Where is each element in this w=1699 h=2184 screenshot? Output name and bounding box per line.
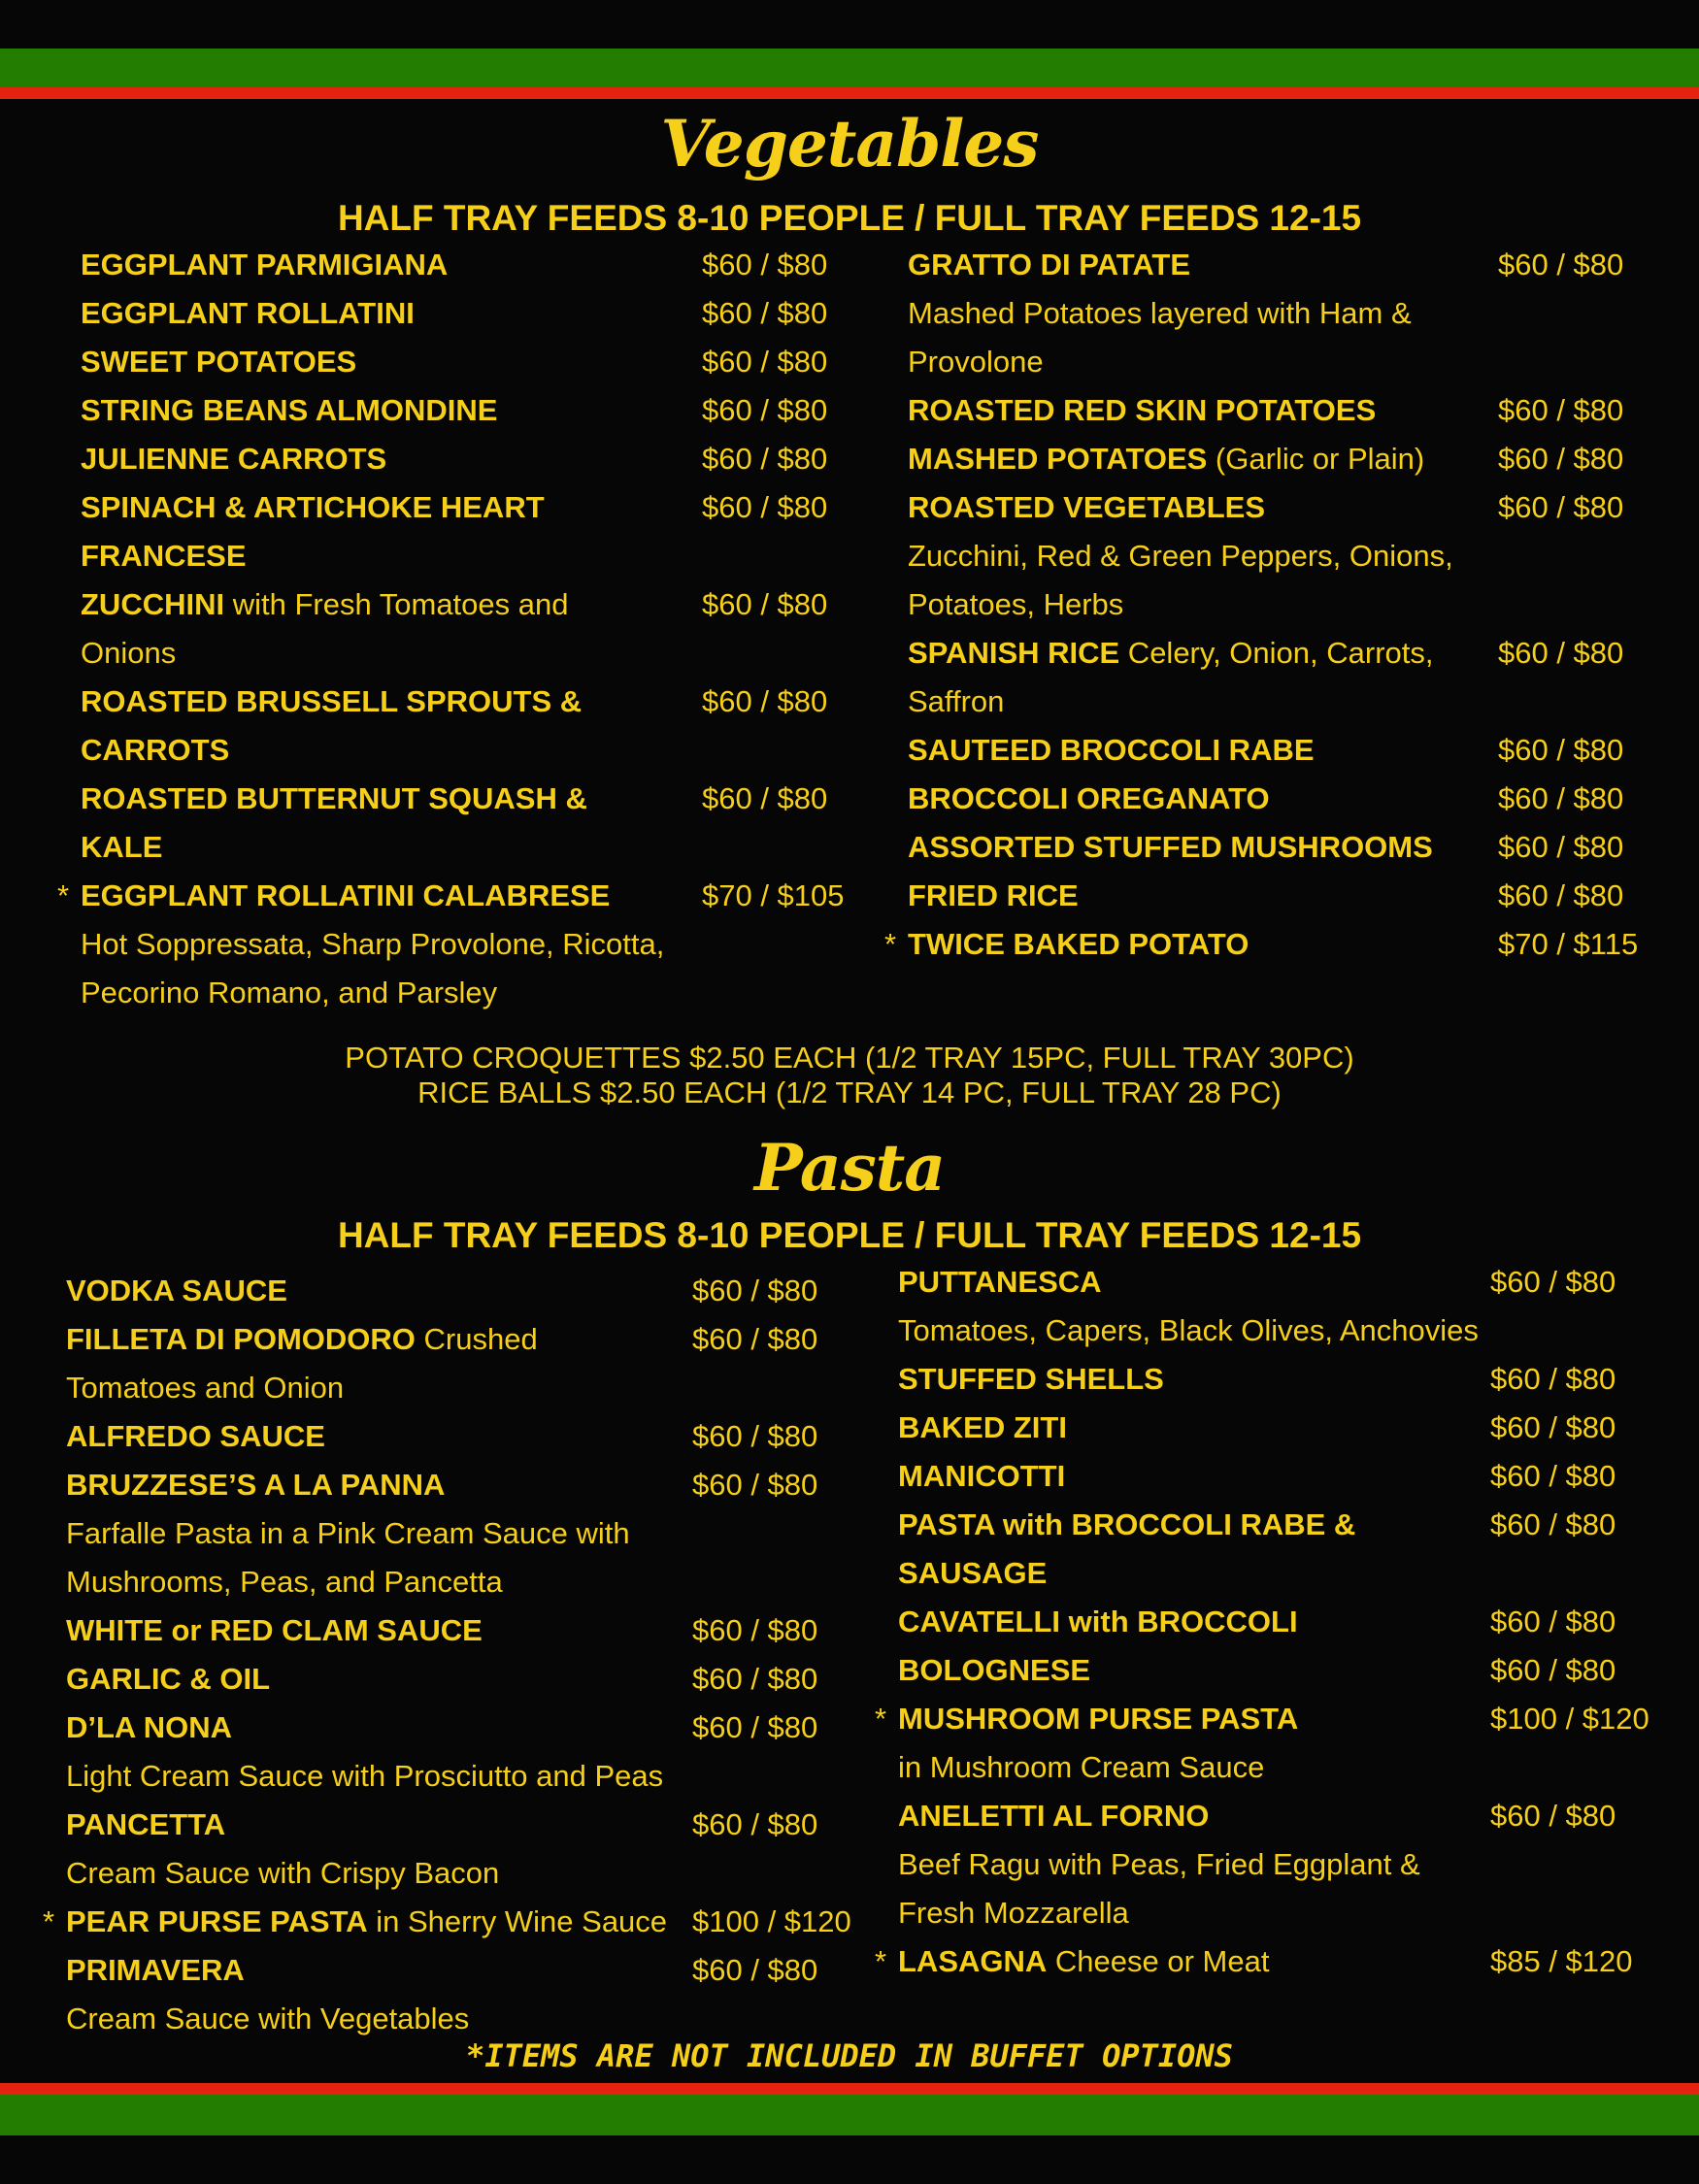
menu-item-name: CAVATELLI with BROCCOLI bbox=[898, 1605, 1298, 1638]
menu-item-text bbox=[898, 1743, 1264, 1792]
menu-item-description: Fresh Mozzarella bbox=[898, 1896, 1129, 1930]
menu-item-text bbox=[81, 338, 356, 386]
menu-item-name: ROASTED VEGETABLES bbox=[908, 490, 1266, 524]
menu-item-name: STUFFED SHELLS bbox=[898, 1362, 1164, 1396]
menu-item-text bbox=[81, 969, 497, 1017]
menu-item-text bbox=[66, 1655, 270, 1704]
menu-item-text bbox=[66, 1364, 344, 1412]
vegetables-left-column bbox=[57, 241, 857, 1017]
menu-item-name: BRUZZESE’S A LA PANNA bbox=[66, 1468, 446, 1502]
menu-item-text bbox=[66, 1849, 499, 1898]
menu-item-row bbox=[81, 386, 857, 435]
menu-item-row bbox=[898, 1452, 1675, 1501]
menu-item-name: MANICOTTI bbox=[898, 1459, 1066, 1493]
vegetables-right-column bbox=[884, 241, 1665, 969]
menu-item-text bbox=[898, 1501, 1355, 1549]
menu-item-price: $60 / $80 bbox=[692, 1807, 818, 1841]
menu-item-text bbox=[898, 1598, 1298, 1646]
menu-item-text bbox=[898, 1258, 1102, 1307]
menu-item-row bbox=[81, 678, 857, 726]
menu-item-description: Celery, Onion, Carrots, bbox=[1119, 636, 1434, 670]
menu-item-name: KALE bbox=[81, 830, 163, 864]
menu-item-row bbox=[81, 726, 857, 775]
menu-item-text bbox=[898, 1937, 1269, 1986]
menu-item-row bbox=[81, 338, 857, 386]
menu-item-row bbox=[908, 483, 1665, 532]
menu-item-text bbox=[66, 1995, 469, 2043]
menu-item-text bbox=[81, 726, 229, 775]
menu-item-name: TWICE BAKED POTATO bbox=[908, 927, 1249, 961]
menu-item-description: Tomatoes, Capers, Black Olives, Anchovies bbox=[898, 1313, 1479, 1347]
menu-item-text bbox=[908, 580, 1123, 629]
menu-item-description: Tomatoes and Onion bbox=[66, 1371, 345, 1405]
menu-item-name: ASSORTED STUFFED MUSHROOMS bbox=[908, 830, 1433, 864]
menu-item-price: $60 / $80 bbox=[702, 781, 828, 815]
menu-item-name: ZUCCHINI bbox=[81, 587, 225, 621]
menu-item-price: $60 / $80 bbox=[692, 1468, 818, 1502]
menu-item-text bbox=[898, 1840, 1420, 1889]
menu-item-text bbox=[66, 1946, 245, 1995]
menu-item-price: $60 / $80 bbox=[692, 1613, 818, 1647]
menu-item-text bbox=[908, 483, 1265, 532]
menu-item-row bbox=[898, 1598, 1675, 1646]
menu-item-text bbox=[908, 823, 1433, 872]
menu-item-text bbox=[908, 338, 1044, 386]
menu-item-text bbox=[898, 1889, 1129, 1937]
menu-item-description: Saffron bbox=[908, 684, 1005, 718]
menu-item-text bbox=[81, 580, 569, 629]
menu-item-row bbox=[81, 775, 857, 823]
menu-item-price: $60 / $80 bbox=[692, 1322, 818, 1356]
menu-item-text bbox=[81, 386, 497, 435]
menu-item-row bbox=[908, 872, 1665, 920]
menu-item-row bbox=[908, 241, 1665, 289]
buffet-footnote: *ITEMS ARE NOT INCLUDED IN BUFFET OPTIONS bbox=[466, 2037, 1233, 2074]
menu-item-name: ALFREDO SAUCE bbox=[66, 1419, 325, 1453]
menu-item-row bbox=[884, 920, 1665, 969]
menu-item-name: EGGPLANT PARMIGIANA bbox=[81, 248, 449, 281]
pasta-right-column bbox=[875, 1258, 1675, 1986]
menu-item-name: EGGPLANT ROLLATINI CALABRESE bbox=[81, 878, 611, 912]
menu-item-name: ROASTED BUTTERNUT SQUASH & bbox=[81, 781, 587, 815]
menu-item-row bbox=[66, 1946, 862, 1995]
menu-item-price: $60 / $80 bbox=[702, 587, 828, 621]
menu-item-name: FRIED RICE bbox=[908, 878, 1079, 912]
menu-item-name: BAKED ZITI bbox=[898, 1410, 1067, 1444]
menu-item-name: ROASTED BRUSSELL SPROUTS & bbox=[81, 684, 583, 718]
menu-item-price: $60 / $80 bbox=[1490, 1410, 1616, 1444]
menu-item-price: $70 / $115 bbox=[1498, 927, 1639, 961]
menu-item-row bbox=[908, 823, 1665, 872]
menu-item-name: D’LA NONA bbox=[66, 1710, 233, 1744]
menu-item-row bbox=[66, 1995, 862, 2043]
menu-item-name: PASTA with BROCCOLI RABE & bbox=[898, 1507, 1356, 1541]
menu-item-text bbox=[66, 1704, 232, 1752]
menu-item-text bbox=[81, 532, 247, 580]
menu-item-text bbox=[908, 726, 1315, 775]
menu-item-text bbox=[81, 483, 545, 532]
menu-item-description: Light Cream Sauce with Prosciutto and Peas bbox=[66, 1759, 664, 1793]
menu-item-name: GARLIC & OIL bbox=[66, 1662, 271, 1696]
menu-item-row bbox=[898, 1355, 1675, 1404]
menu-item-name: EGGPLANT ROLLATINI bbox=[81, 296, 415, 330]
menu-item-name: ANELETTI AL FORNO bbox=[898, 1799, 1210, 1833]
menu-item-price: $60 / $80 bbox=[692, 1662, 818, 1696]
menu-item-name: MUSHROOM PURSE PASTA bbox=[898, 1702, 1299, 1736]
menu-item-price: $60 / $80 bbox=[1498, 878, 1624, 912]
menu-item-text bbox=[81, 920, 664, 969]
menu-item-price: $60 / $80 bbox=[702, 393, 828, 427]
menu-item-price: $70 / $105 bbox=[702, 878, 845, 912]
menu-item-name: BOLOGNESE bbox=[898, 1653, 1091, 1687]
vegetables-subtitle: HALF TRAY FEEDS 8-10 PEOPLE / FULL TRAY FEEDS 12-15 bbox=[337, 198, 1362, 238]
pasta-left-column bbox=[43, 1267, 862, 2043]
menu-item-row bbox=[81, 289, 857, 338]
menu-item-description: Mushrooms, Peas, and Pancetta bbox=[66, 1565, 503, 1599]
menu-item-name: STRING BEANS ALMONDINE bbox=[81, 393, 498, 427]
menu-item-description: Beef Ragu with Peas, Fried Eggplant & bbox=[898, 1847, 1420, 1881]
menu-item-price: $60 / $80 bbox=[1490, 1507, 1616, 1541]
menu-item-row bbox=[898, 1889, 1675, 1937]
menu-item-price: $60 / $80 bbox=[702, 442, 828, 476]
menu-item-text bbox=[908, 532, 1453, 580]
menu-item-row bbox=[81, 823, 857, 872]
rice-balls-note: RICE BALLS $2.50 EACH (1/2 TRAY 14 PC, FULL TRAY 28 PC) bbox=[417, 1075, 1282, 1109]
menu-item-price: $60 / $80 bbox=[1498, 442, 1624, 476]
menu-item-price: $60 / $80 bbox=[1498, 636, 1624, 670]
menu-item-text bbox=[908, 629, 1434, 678]
menu-item-name: CARROTS bbox=[81, 733, 230, 767]
menu-item-price: $60 / $80 bbox=[1498, 733, 1624, 767]
menu-item-row bbox=[898, 1307, 1675, 1355]
menu-item-row bbox=[908, 532, 1665, 580]
menu-item-row bbox=[81, 483, 857, 532]
menu-item-text bbox=[908, 678, 1004, 726]
menu-item-price: $60 / $80 bbox=[1490, 1799, 1616, 1833]
menu-item-row bbox=[898, 1258, 1675, 1307]
menu-item-row bbox=[898, 1792, 1675, 1840]
pasta-title: Pasta bbox=[753, 1130, 946, 1206]
menu-item-row bbox=[81, 969, 857, 1017]
menu-item-description: (Garlic or Plain) bbox=[1207, 442, 1425, 476]
menu-item-text bbox=[66, 1558, 503, 1606]
menu-item-price: $60 / $80 bbox=[1490, 1459, 1616, 1493]
menu-item-text bbox=[81, 629, 176, 678]
menu-item-price: $60 / $80 bbox=[1490, 1653, 1616, 1687]
menu-item-row bbox=[908, 289, 1665, 338]
menu-item-row bbox=[66, 1606, 862, 1655]
menu-item-row bbox=[57, 872, 857, 920]
menu-item-name: GRATTO DI PATATE bbox=[908, 248, 1191, 281]
menu-item-name: FILLETA DI POMODORO bbox=[66, 1322, 416, 1356]
menu-item-row bbox=[908, 338, 1665, 386]
menu-item-price: $60 / $80 bbox=[1498, 248, 1624, 281]
menu-item-price: $60 / $80 bbox=[702, 490, 828, 524]
menu-item-name: LASAGNA bbox=[898, 1944, 1048, 1978]
menu-item-name: SPANISH RICE bbox=[908, 636, 1120, 670]
menu-item-row bbox=[66, 1509, 862, 1558]
menu-item-price: $60 / $80 bbox=[1498, 490, 1624, 524]
menu-item-price: $60 / $80 bbox=[1498, 393, 1624, 427]
menu-item-name: SAUSAGE bbox=[898, 1556, 1048, 1590]
menu-item-row bbox=[898, 1501, 1675, 1549]
menu-item-price: $85 / $120 bbox=[1490, 1944, 1633, 1978]
menu-item-description: Crushed bbox=[415, 1322, 538, 1356]
vegetables-title: Vegetables bbox=[660, 106, 1039, 182]
menu-item-row bbox=[908, 678, 1665, 726]
top-green-band bbox=[0, 49, 1699, 87]
menu-item-text bbox=[898, 1355, 1164, 1404]
menu-item-price: $60 / $80 bbox=[1498, 781, 1624, 815]
menu-item-row bbox=[898, 1404, 1675, 1452]
menu-item-text bbox=[81, 775, 587, 823]
croquettes-note: POTATO CROQUETTES $2.50 EACH (1/2 TRAY 15PC, FULL TRAY 30PC) bbox=[345, 1041, 1354, 1075]
menu-item-name: SWEET POTATOES bbox=[81, 345, 357, 379]
menu-item-text bbox=[908, 435, 1424, 483]
menu-item-row bbox=[66, 1849, 862, 1898]
menu-item-text bbox=[66, 1315, 538, 1364]
menu-item-description: Cream Sauce with Vegetables bbox=[66, 2002, 470, 2035]
menu-item-description: Hot Soppressata, Sharp Provolone, Ricotta, bbox=[81, 927, 665, 961]
menu-item-name: FRANCESE bbox=[81, 539, 247, 573]
bottom-green-band bbox=[0, 2095, 1699, 2135]
menu-item-row bbox=[908, 629, 1665, 678]
menu-item-text bbox=[66, 1412, 325, 1461]
menu-item-price: $60 / $80 bbox=[702, 296, 828, 330]
top-red-band bbox=[0, 87, 1699, 99]
menu-item-row bbox=[908, 775, 1665, 823]
menu-item-text bbox=[66, 1898, 667, 1946]
menu-item-name: JULIENNE CARROTS bbox=[81, 442, 387, 476]
menu-item-text bbox=[908, 872, 1079, 920]
menu-item-description: with Fresh Tomatoes and bbox=[224, 587, 569, 621]
menu-item-text bbox=[81, 435, 386, 483]
menu-item-text bbox=[81, 241, 448, 289]
menu-item-description: Provolone bbox=[908, 345, 1044, 379]
menu-item-name: SAUTEED BROCCOLI RABE bbox=[908, 733, 1315, 767]
menu-item-text bbox=[81, 872, 610, 920]
menu-item-text bbox=[908, 386, 1376, 435]
menu-item-row bbox=[66, 1558, 862, 1606]
menu-item-row bbox=[66, 1267, 862, 1315]
menu-item-row bbox=[898, 1840, 1675, 1889]
menu-item-name: PUTTANESCA bbox=[898, 1265, 1102, 1299]
menu-item-price: $60 / $80 bbox=[1490, 1605, 1616, 1638]
menu-item-description: Cheese or Meat bbox=[1047, 1944, 1270, 1978]
menu-item-name: PEAR PURSE PASTA bbox=[66, 1904, 368, 1938]
menu-item-price: $100 / $120 bbox=[692, 1904, 851, 1938]
menu-item-row bbox=[908, 580, 1665, 629]
menu-item-text bbox=[66, 1461, 445, 1509]
menu-item-text bbox=[908, 775, 1270, 823]
menu-item-row bbox=[908, 386, 1665, 435]
menu-item-row bbox=[81, 580, 857, 629]
menu-item-text bbox=[66, 1267, 287, 1315]
menu-item-text bbox=[898, 1452, 1065, 1501]
menu-item-price: $60 / $80 bbox=[692, 1274, 818, 1307]
menu-item-text bbox=[898, 1646, 1090, 1695]
menu-item-row bbox=[81, 532, 857, 580]
menu-item-name: PANCETTA bbox=[66, 1807, 226, 1841]
menu-item-row bbox=[66, 1461, 862, 1509]
menu-item-text bbox=[66, 1509, 630, 1558]
menu-item-description: Mashed Potatoes layered with Ham & bbox=[908, 296, 1412, 330]
menu-item-description: Farfalle Pasta in a Pink Cream Sauce with bbox=[66, 1516, 630, 1550]
bottom-red-band bbox=[0, 2083, 1699, 2095]
menu-item-row bbox=[43, 1898, 862, 1946]
menu-item-description: Onions bbox=[81, 636, 177, 670]
menu-item-price: $60 / $80 bbox=[702, 684, 828, 718]
not-in-buffet-marker: * bbox=[884, 927, 897, 961]
menu-item-row bbox=[66, 1315, 862, 1364]
menu-item-description: Zucchini, Red & Green Peppers, Onions, bbox=[908, 539, 1453, 573]
menu-item-text bbox=[66, 1801, 225, 1849]
menu-item-row bbox=[66, 1364, 862, 1412]
menu-item-row bbox=[875, 1695, 1675, 1743]
menu-item-row bbox=[81, 920, 857, 969]
not-in-buffet-marker: * bbox=[875, 1702, 887, 1736]
menu-item-text bbox=[66, 1752, 663, 1801]
menu-item-description: in Mushroom Cream Sauce bbox=[898, 1750, 1265, 1784]
menu-item-name: MASHED POTATOES bbox=[908, 442, 1208, 476]
menu-item-text bbox=[898, 1307, 1479, 1355]
menu-item-name: WHITE or RED CLAM SAUCE bbox=[66, 1613, 483, 1647]
menu-item-text bbox=[898, 1549, 1047, 1598]
menu-item-row bbox=[908, 726, 1665, 775]
not-in-buffet-marker: * bbox=[875, 1944, 887, 1978]
menu-item-row bbox=[875, 1937, 1675, 1986]
menu-item-name: PRIMAVERA bbox=[66, 1953, 245, 1987]
menu-item-price: $60 / $80 bbox=[692, 1953, 818, 1987]
menu-item-text bbox=[81, 289, 415, 338]
menu-item-price: $60 / $80 bbox=[692, 1710, 818, 1744]
menu-item-description: in Sherry Wine Sauce bbox=[367, 1904, 668, 1938]
menu-item-description: Cream Sauce with Crispy Bacon bbox=[66, 1856, 500, 1890]
not-in-buffet-marker: * bbox=[57, 878, 70, 912]
menu-item-text bbox=[898, 1792, 1209, 1840]
menu-item-row bbox=[66, 1704, 862, 1752]
menu-item-price: $60 / $80 bbox=[702, 345, 828, 379]
menu-item-name: ROASTED RED SKIN POTATOES bbox=[908, 393, 1377, 427]
menu-item-row bbox=[898, 1646, 1675, 1695]
menu-item-name: SPINACH & ARTICHOKE HEART bbox=[81, 490, 545, 524]
menu-item-row bbox=[898, 1743, 1675, 1792]
menu-item-price: $100 / $120 bbox=[1490, 1702, 1649, 1736]
menu-item-row bbox=[66, 1412, 862, 1461]
menu-item-name: VODKA SAUCE bbox=[66, 1274, 287, 1307]
menu-item-text bbox=[908, 289, 1412, 338]
menu-item-row bbox=[66, 1752, 862, 1801]
menu-item-description: Potatoes, Herbs bbox=[908, 587, 1124, 621]
menu-item-price: $60 / $80 bbox=[1498, 830, 1624, 864]
menu-item-description: Pecorino Romano, and Parsley bbox=[81, 976, 498, 1009]
menu-item-row bbox=[81, 241, 857, 289]
menu-item-price: $60 / $80 bbox=[1490, 1362, 1616, 1396]
menu-item-name: BROCCOLI OREGANATO bbox=[908, 781, 1270, 815]
menu-item-row bbox=[81, 629, 857, 678]
menu-item-price: $60 / $80 bbox=[1490, 1265, 1616, 1299]
menu-item-text bbox=[898, 1404, 1067, 1452]
menu-item-text bbox=[908, 241, 1190, 289]
menu-item-text bbox=[81, 678, 582, 726]
menu-item-row bbox=[66, 1801, 862, 1849]
menu-item-row bbox=[898, 1549, 1675, 1598]
menu-item-text bbox=[66, 1606, 483, 1655]
menu-item-row bbox=[908, 435, 1665, 483]
menu-item-text bbox=[908, 920, 1249, 969]
menu-item-row bbox=[81, 435, 857, 483]
menu-item-text bbox=[81, 823, 162, 872]
menu-item-price: $60 / $80 bbox=[692, 1419, 818, 1453]
menu-item-row bbox=[66, 1655, 862, 1704]
menu-item-price: $60 / $80 bbox=[702, 248, 828, 281]
pasta-subtitle: HALF TRAY FEEDS 8-10 PEOPLE / FULL TRAY FEEDS 12-15 bbox=[337, 1215, 1362, 1255]
not-in-buffet-marker: * bbox=[43, 1904, 55, 1938]
menu-item-text bbox=[898, 1695, 1298, 1743]
